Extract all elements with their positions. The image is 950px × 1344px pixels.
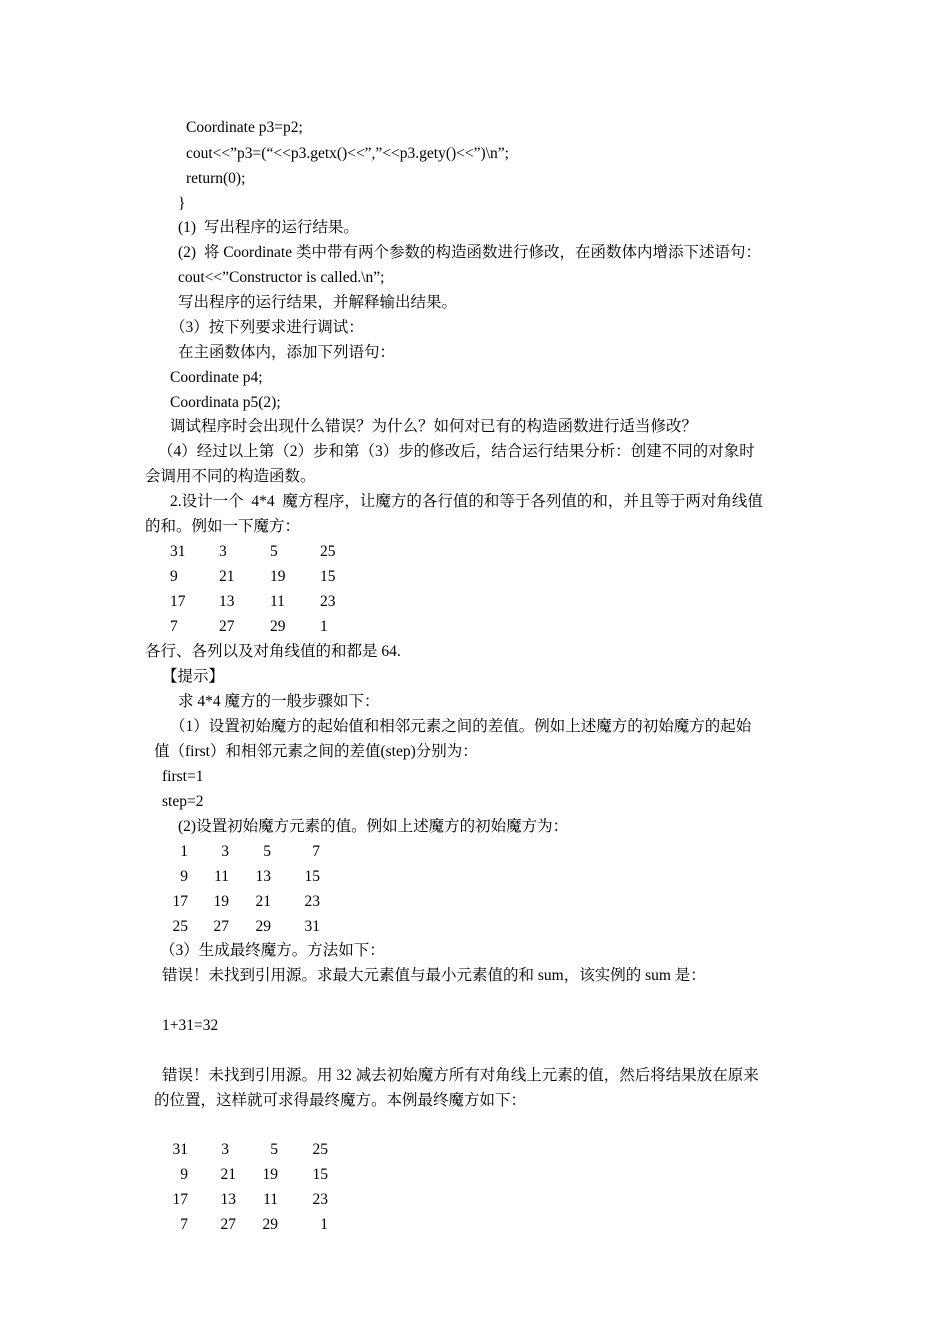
step-1: （1）设置初始魔方的起始值和相邻元素之间的差值。例如上述魔方的初始魔方的起始 [170,718,752,735]
question-3: （3）按下列要求进行调试： [170,319,364,336]
task-2-description: 2.设计一个 4*4 魔方程序，让魔方的各行值的和等于各列值的和，并且等于两对角线值 [170,493,763,510]
square-cell: 15 [312,1166,328,1183]
square-cell: 31 [170,543,186,560]
square-cell: 3 [221,843,229,860]
square-cell: 21 [220,1166,236,1183]
square-cell: 5 [270,543,278,560]
square-cell: 1 [180,843,188,860]
square-cell: 23 [304,893,320,910]
square-cell: 31 [304,918,320,935]
square-cell: 25 [312,1141,328,1158]
code-line: } [178,195,186,212]
square-cell: 13 [255,868,271,885]
square-cell: 11 [263,1191,278,1208]
question-1: (1) 写出程序的运行结果。 [178,219,359,236]
task-2-description-cont: 的和。例如一下魔方： [145,518,301,535]
square-cell: 21 [255,893,271,910]
square-cell: 19 [262,1166,278,1183]
square-cell: 13 [219,593,235,610]
square-cell: 17 [170,593,186,610]
first-value: first=1 [162,768,204,785]
square-cell: 15 [304,868,320,885]
square-cell: 5 [263,843,271,860]
square-cell: 7 [312,843,320,860]
square-cell: 19 [270,568,286,585]
square-cell: 29 [255,918,271,935]
hint-intro: 求 4*4 魔方的一般步骤如下： [178,693,380,710]
question-3-tail: 调试程序时会出现什么错误？为什么？如何对已有的构造函数进行适当修改？ [170,418,698,435]
question-4: （4）经过以上第（2）步和第（3）步的修改后，结合运行结果分析：创建不同的对象时 [158,443,755,460]
square-cell: 21 [219,568,235,585]
step-1-cont: 值（first）和相邻元素之间的差值(step)分别为： [154,743,478,760]
square-cell: 3 [219,543,227,560]
square-cell: 25 [172,918,188,935]
sum-equation: 1+31=32 [162,1017,219,1034]
square-cell: 23 [312,1191,328,1208]
square-cell: 19 [213,893,229,910]
code-line: Coordinate p3=p2; [186,119,303,136]
error-ref-1: 错误！未找到引用源。求最大元素值与最小元素值的和 sum，该实例的 sum 是： [162,967,706,984]
question-2: (2) 将 Coordinate 类中带有两个参数的构造函数进行修改，在函数体内增添下述语句： [178,244,761,261]
question-2-code: cout<<”Constructor is called.\n”; [178,269,385,286]
question-3-code: Coordinata p5(2); [170,394,281,411]
square-cell: 9 [170,568,178,585]
square-cell: 3 [221,1141,229,1158]
square-cell: 27 [213,918,229,935]
square-cell: 13 [220,1191,236,1208]
square-cell: 11 [214,868,229,885]
code-line: return(0); [186,170,246,187]
question-4-cont: 会调用不同的构造函数。 [145,468,316,485]
question-3-code: Coordinate p4; [170,369,263,386]
question-2-tail: 写出程序的运行结果，并解释输出结果。 [178,294,458,311]
square-cell: 27 [220,1216,236,1233]
square-cell: 17 [172,893,188,910]
step-value: step=2 [162,793,204,810]
square-cell: 5 [270,1141,278,1158]
square-cell: 25 [320,543,336,560]
step-3: （3）生成最终魔方。方法如下： [160,942,385,959]
square-cell: 11 [270,593,285,610]
error-ref-2-cont: 的位置，这样就可求得最终魔方。本例最终魔方如下： [154,1092,527,1109]
square-cell: 1 [320,1216,328,1233]
hint-title: 【提示】 [162,668,225,685]
square-cell: 31 [172,1141,188,1158]
square-cell: 9 [180,1166,188,1183]
square-cell: 7 [170,618,178,635]
square-cell: 9 [180,868,188,885]
step-2: (2)设置初始魔方元素的值。例如上述魔方的初始魔方为： [178,818,569,835]
square-cell: 29 [270,618,286,635]
square-cell: 27 [219,618,235,635]
square-cell: 17 [172,1191,188,1208]
question-3-intro: 在主函数体内，添加下列语句： [178,344,396,361]
square-cell: 15 [320,568,336,585]
sum-note: 各行、各列以及对角线值的和都是 64. [145,643,401,660]
square-cell: 1 [320,618,328,635]
square-cell: 29 [262,1216,278,1233]
square-cell: 23 [320,593,336,610]
code-line: cout<<”p3=(“<<p3.getx()<<”,”<<p3.gety()<<”)\n”; [186,145,509,162]
square-cell: 7 [180,1216,188,1233]
error-ref-2: 错误！未找到引用源。用 32 减去初始魔方所有对角线上元素的值，然后将结果放在原来 [162,1067,759,1084]
